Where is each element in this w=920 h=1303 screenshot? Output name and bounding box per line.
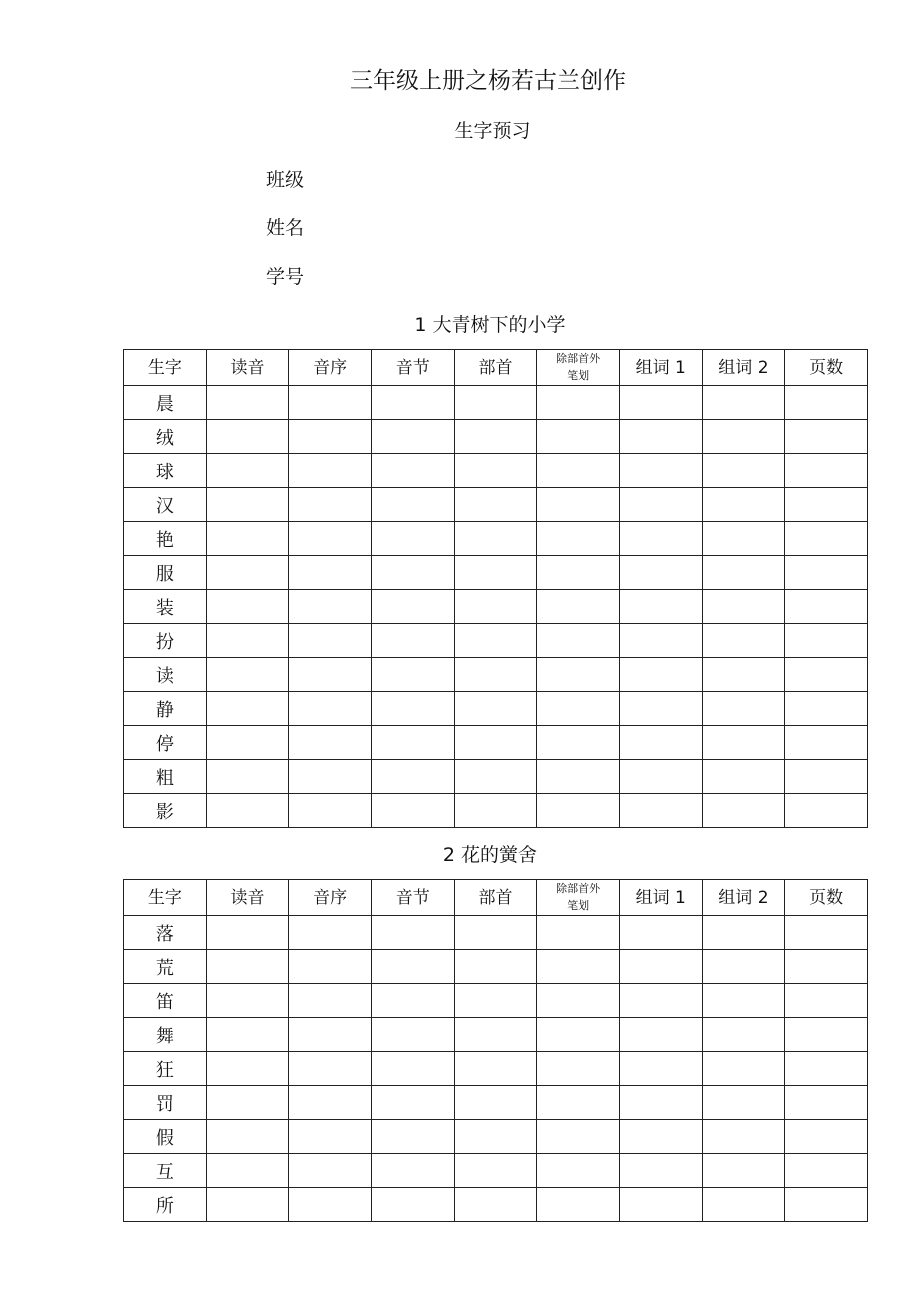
strokes-blank-cell[interactable] — [537, 726, 620, 760]
syllable-blank-cell[interactable] — [371, 1120, 454, 1154]
table-header-row — [124, 880, 868, 916]
header-reading: 读音 — [206, 880, 289, 916]
word2-blank-cell[interactable] — [702, 658, 785, 692]
character-cell: 艳 — [124, 522, 207, 556]
page-blank-cell[interactable] — [785, 522, 868, 556]
word2-blank-cell[interactable] — [702, 794, 785, 828]
page-blank-cell[interactable] — [785, 984, 868, 1018]
radical-blank-cell[interactable] — [454, 454, 537, 488]
header-page: 页数 — [785, 880, 868, 916]
radical-blank-cell[interactable] — [454, 916, 537, 950]
order-blank-cell[interactable] — [289, 658, 372, 692]
reading-blank-cell[interactable] — [206, 726, 289, 760]
strokes-blank-cell[interactable] — [537, 1052, 620, 1086]
syllable-blank-cell[interactable] — [371, 624, 454, 658]
word2-blank-cell[interactable] — [702, 1120, 785, 1154]
word1-blank-cell[interactable] — [619, 658, 702, 692]
character-cell: 荒 — [124, 950, 207, 984]
reading-blank-cell[interactable] — [206, 1120, 289, 1154]
lesson-1-rows — [124, 386, 868, 828]
strokes-blank-cell[interactable] — [537, 522, 620, 556]
page-blank-cell[interactable] — [785, 950, 868, 984]
radical-blank-cell[interactable] — [454, 624, 537, 658]
character-cell: 落 — [124, 916, 207, 950]
table-row — [124, 916, 868, 950]
order-blank-cell[interactable] — [289, 420, 372, 454]
character-cell: 读 — [124, 658, 207, 692]
header-reading: 读音 — [206, 350, 289, 386]
word1-blank-cell[interactable] — [619, 556, 702, 590]
strokes-blank-cell[interactable] — [537, 454, 620, 488]
syllable-blank-cell[interactable] — [371, 692, 454, 726]
radical-blank-cell[interactable] — [454, 726, 537, 760]
strokes-blank-cell[interactable] — [537, 1018, 620, 1052]
reading-blank-cell[interactable] — [206, 1052, 289, 1086]
page-blank-cell[interactable] — [785, 692, 868, 726]
header-syllable: 音节 — [371, 350, 454, 386]
reading-blank-cell[interactable] — [206, 950, 289, 984]
header-word1: 组词 1 — [619, 350, 702, 386]
table-row — [124, 760, 868, 794]
radical-blank-cell[interactable] — [454, 760, 537, 794]
radical-blank-cell[interactable] — [454, 1188, 537, 1222]
reading-blank-cell[interactable] — [206, 794, 289, 828]
page-blank-cell[interactable] — [785, 1052, 868, 1086]
word1-blank-cell[interactable] — [619, 1120, 702, 1154]
reading-blank-cell[interactable] — [206, 1018, 289, 1052]
page-blank-cell[interactable] — [785, 658, 868, 692]
word2-blank-cell[interactable] — [702, 916, 785, 950]
syllable-blank-cell[interactable] — [371, 556, 454, 590]
word1-blank-cell[interactable] — [619, 950, 702, 984]
header-strokes — [537, 350, 620, 386]
page-blank-cell[interactable] — [785, 386, 868, 420]
page-title: 三年级上册之杨若古兰创作 — [350, 68, 626, 94]
order-blank-cell[interactable] — [289, 590, 372, 624]
name-field-label: 姓名 — [266, 217, 305, 239]
syllable-blank-cell[interactable] — [371, 590, 454, 624]
character-cell: 罚 — [124, 1086, 207, 1120]
reading-blank-cell[interactable] — [206, 556, 289, 590]
lesson-2-rows — [124, 916, 868, 1222]
radical-blank-cell[interactable] — [454, 556, 537, 590]
strokes-blank-cell[interactable] — [537, 760, 620, 794]
order-blank-cell[interactable] — [289, 1086, 372, 1120]
character-cell: 所 — [124, 1188, 207, 1222]
page-blank-cell[interactable] — [785, 794, 868, 828]
header-word2: 组词 2 — [702, 880, 785, 916]
radical-blank-cell[interactable] — [454, 692, 537, 726]
syllable-blank-cell[interactable] — [371, 916, 454, 950]
word1-blank-cell[interactable] — [619, 488, 702, 522]
strokes-blank-cell[interactable] — [537, 624, 620, 658]
order-blank-cell[interactable] — [289, 916, 372, 950]
syllable-blank-cell[interactable] — [371, 522, 454, 556]
radical-blank-cell[interactable] — [454, 1052, 537, 1086]
lesson-2-heading: 2 花的黉舍 — [442, 844, 538, 866]
character-cell: 笛 — [124, 984, 207, 1018]
word2-blank-cell[interactable] — [702, 1086, 785, 1120]
radical-blank-cell[interactable] — [454, 420, 537, 454]
table-row — [124, 1188, 868, 1222]
word1-blank-cell[interactable] — [619, 794, 702, 828]
reading-blank-cell[interactable] — [206, 488, 289, 522]
character-cell: 静 — [124, 692, 207, 726]
order-blank-cell[interactable] — [289, 624, 372, 658]
reading-blank-cell[interactable] — [206, 984, 289, 1018]
student-id-field-label: 学号 — [266, 266, 305, 288]
order-blank-cell[interactable] — [289, 386, 372, 420]
radical-blank-cell[interactable] — [454, 488, 537, 522]
word2-blank-cell[interactable] — [702, 1018, 785, 1052]
order-blank-cell[interactable] — [289, 454, 372, 488]
strokes-blank-cell[interactable] — [537, 950, 620, 984]
reading-blank-cell[interactable] — [206, 692, 289, 726]
table-row — [124, 386, 868, 420]
strokes-blank-cell[interactable] — [537, 590, 620, 624]
word1-blank-cell[interactable] — [619, 1086, 702, 1120]
radical-blank-cell[interactable] — [454, 984, 537, 1018]
order-blank-cell[interactable] — [289, 950, 372, 984]
reading-blank-cell[interactable] — [206, 590, 289, 624]
character-cell: 绒 — [124, 420, 207, 454]
strokes-blank-cell[interactable] — [537, 1154, 620, 1188]
character-cell: 互 — [124, 1154, 207, 1188]
word2-blank-cell[interactable] — [702, 420, 785, 454]
reading-blank-cell[interactable] — [206, 386, 289, 420]
table-row — [124, 984, 868, 1018]
header-word2: 组词 2 — [702, 350, 785, 386]
table-row — [124, 950, 868, 984]
order-blank-cell[interactable] — [289, 1154, 372, 1188]
header-strokes-line1: 除部首外 — [556, 882, 601, 895]
page-blank-cell[interactable] — [785, 590, 868, 624]
header-strokes — [537, 880, 620, 916]
word1-blank-cell[interactable] — [619, 1018, 702, 1052]
order-blank-cell[interactable] — [289, 522, 372, 556]
word1-blank-cell[interactable] — [619, 590, 702, 624]
strokes-blank-cell[interactable] — [537, 984, 620, 1018]
word2-blank-cell[interactable] — [702, 386, 785, 420]
strokes-blank-cell[interactable] — [537, 692, 620, 726]
strokes-blank-cell[interactable] — [537, 420, 620, 454]
word1-blank-cell[interactable] — [619, 420, 702, 454]
strokes-blank-cell[interactable] — [537, 916, 620, 950]
order-blank-cell[interactable] — [289, 556, 372, 590]
table-row — [124, 556, 868, 590]
header-page: 页数 — [785, 350, 868, 386]
table-row — [124, 658, 868, 692]
reading-blank-cell[interactable] — [206, 420, 289, 454]
strokes-blank-cell[interactable] — [537, 794, 620, 828]
order-blank-cell[interactable] — [289, 1120, 372, 1154]
page-blank-cell[interactable] — [785, 916, 868, 950]
character-cell: 装 — [124, 590, 207, 624]
page-blank-cell[interactable] — [785, 726, 868, 760]
syllable-blank-cell[interactable] — [371, 386, 454, 420]
table-row — [124, 454, 868, 488]
order-blank-cell[interactable] — [289, 692, 372, 726]
character-cell: 晨 — [124, 386, 207, 420]
word2-blank-cell[interactable] — [702, 488, 785, 522]
radical-blank-cell[interactable] — [454, 1018, 537, 1052]
strokes-blank-cell[interactable] — [537, 488, 620, 522]
character-cell: 停 — [124, 726, 207, 760]
header-strokes-line2: 笔划 — [567, 899, 590, 912]
header-char: 生字 — [124, 880, 207, 916]
table-row — [124, 794, 868, 828]
page-blank-cell[interactable] — [785, 1188, 868, 1222]
page-subtitle: 生字预习 — [454, 120, 531, 142]
header-syllable: 音节 — [371, 880, 454, 916]
order-blank-cell[interactable] — [289, 488, 372, 522]
word2-blank-cell[interactable] — [702, 726, 785, 760]
table-row — [124, 1154, 868, 1188]
word2-blank-cell[interactable] — [702, 1188, 785, 1222]
character-cell: 汉 — [124, 488, 207, 522]
strokes-blank-cell[interactable] — [537, 1120, 620, 1154]
strokes-blank-cell[interactable] — [537, 658, 620, 692]
table-row — [124, 1086, 868, 1120]
word1-blank-cell[interactable] — [619, 726, 702, 760]
syllable-blank-cell[interactable] — [371, 794, 454, 828]
strokes-blank-cell[interactable] — [537, 1188, 620, 1222]
table-row — [124, 692, 868, 726]
table-row — [124, 420, 868, 454]
syllable-blank-cell[interactable] — [371, 984, 454, 1018]
character-cell: 球 — [124, 454, 207, 488]
reading-blank-cell[interactable] — [206, 624, 289, 658]
syllable-blank-cell[interactable] — [371, 1154, 454, 1188]
order-blank-cell[interactable] — [289, 794, 372, 828]
word2-blank-cell[interactable] — [702, 556, 785, 590]
character-cell: 狂 — [124, 1052, 207, 1086]
table-row — [124, 488, 868, 522]
syllable-blank-cell[interactable] — [371, 1018, 454, 1052]
word2-blank-cell[interactable] — [702, 984, 785, 1018]
radical-blank-cell[interactable] — [454, 1120, 537, 1154]
syllable-blank-cell[interactable] — [371, 1086, 454, 1120]
word2-blank-cell[interactable] — [702, 624, 785, 658]
reading-blank-cell[interactable] — [206, 760, 289, 794]
syllable-blank-cell[interactable] — [371, 760, 454, 794]
radical-blank-cell[interactable] — [454, 950, 537, 984]
word1-blank-cell[interactable] — [619, 692, 702, 726]
reading-blank-cell[interactable] — [206, 658, 289, 692]
word1-blank-cell[interactable] — [619, 1188, 702, 1222]
page-blank-cell[interactable] — [785, 1154, 868, 1188]
word2-blank-cell[interactable] — [702, 692, 785, 726]
order-blank-cell[interactable] — [289, 726, 372, 760]
character-cell: 假 — [124, 1120, 207, 1154]
strokes-blank-cell[interactable] — [537, 1086, 620, 1120]
page-blank-cell[interactable] — [785, 1120, 868, 1154]
table-row — [124, 590, 868, 624]
reading-blank-cell[interactable] — [206, 1154, 289, 1188]
word1-blank-cell[interactable] — [619, 984, 702, 1018]
table-header-row — [124, 350, 868, 386]
lesson-1-table — [123, 349, 868, 828]
word1-blank-cell[interactable] — [619, 760, 702, 794]
order-blank-cell[interactable] — [289, 1052, 372, 1086]
word1-blank-cell[interactable] — [619, 1052, 702, 1086]
radical-blank-cell[interactable] — [454, 386, 537, 420]
word2-blank-cell[interactable] — [702, 454, 785, 488]
reading-blank-cell[interactable] — [206, 522, 289, 556]
word2-blank-cell[interactable] — [702, 1052, 785, 1086]
syllable-blank-cell[interactable] — [371, 1052, 454, 1086]
table-row — [124, 624, 868, 658]
reading-blank-cell[interactable] — [206, 454, 289, 488]
reading-blank-cell[interactable] — [206, 916, 289, 950]
character-cell: 服 — [124, 556, 207, 590]
word2-blank-cell[interactable] — [702, 760, 785, 794]
order-blank-cell[interactable] — [289, 984, 372, 1018]
radical-blank-cell[interactable] — [454, 658, 537, 692]
word1-blank-cell[interactable] — [619, 1154, 702, 1188]
reading-blank-cell[interactable] — [206, 1188, 289, 1222]
syllable-blank-cell[interactable] — [371, 726, 454, 760]
page-blank-cell[interactable] — [785, 624, 868, 658]
word1-blank-cell[interactable] — [619, 522, 702, 556]
header-strokes-line2: 笔划 — [567, 369, 590, 382]
header-word1: 组词 1 — [619, 880, 702, 916]
word2-blank-cell[interactable] — [702, 522, 785, 556]
reading-blank-cell[interactable] — [206, 1086, 289, 1120]
word1-blank-cell[interactable] — [619, 624, 702, 658]
table-row — [124, 522, 868, 556]
page-blank-cell[interactable] — [785, 556, 868, 590]
character-cell: 影 — [124, 794, 207, 828]
strokes-blank-cell[interactable] — [537, 386, 620, 420]
word1-blank-cell[interactable] — [619, 454, 702, 488]
order-blank-cell[interactable] — [289, 760, 372, 794]
strokes-blank-cell[interactable] — [537, 556, 620, 590]
character-cell: 扮 — [124, 624, 207, 658]
radical-blank-cell[interactable] — [454, 522, 537, 556]
class-field-label: 班级 — [266, 169, 305, 191]
table-row — [124, 1052, 868, 1086]
header-char: 生字 — [124, 350, 207, 386]
page-blank-cell[interactable] — [785, 454, 868, 488]
page-blank-cell[interactable] — [785, 760, 868, 794]
table-row — [124, 726, 868, 760]
character-cell: 舞 — [124, 1018, 207, 1052]
character-cell: 粗 — [124, 760, 207, 794]
table-row — [124, 1120, 868, 1154]
syllable-blank-cell[interactable] — [371, 1188, 454, 1222]
radical-blank-cell[interactable] — [454, 1086, 537, 1120]
table-row — [124, 1018, 868, 1052]
syllable-blank-cell[interactable] — [371, 420, 454, 454]
word2-blank-cell[interactable] — [702, 1154, 785, 1188]
lesson-1-heading: 1 大青树下的小学 — [414, 314, 566, 336]
page-blank-cell[interactable] — [785, 1018, 868, 1052]
word2-blank-cell[interactable] — [702, 590, 785, 624]
word2-blank-cell[interactable] — [702, 950, 785, 984]
header-order: 音序 — [289, 880, 372, 916]
syllable-blank-cell[interactable] — [371, 488, 454, 522]
lesson-2-table — [123, 879, 868, 1222]
syllable-blank-cell[interactable] — [371, 950, 454, 984]
header-order: 音序 — [289, 350, 372, 386]
radical-blank-cell[interactable] — [454, 590, 537, 624]
header-strokes-line1: 除部首外 — [556, 352, 601, 365]
page-blank-cell[interactable] — [785, 420, 868, 454]
order-blank-cell[interactable] — [289, 1188, 372, 1222]
radical-blank-cell[interactable] — [454, 794, 537, 828]
page-blank-cell[interactable] — [785, 488, 868, 522]
page-blank-cell[interactable] — [785, 1086, 868, 1120]
syllable-blank-cell[interactable] — [371, 454, 454, 488]
word1-blank-cell[interactable] — [619, 916, 702, 950]
radical-blank-cell[interactable] — [454, 1154, 537, 1188]
header-radical: 部首 — [454, 880, 537, 916]
word1-blank-cell[interactable] — [619, 386, 702, 420]
syllable-blank-cell[interactable] — [371, 658, 454, 692]
header-radical: 部首 — [454, 350, 537, 386]
order-blank-cell[interactable] — [289, 1018, 372, 1052]
